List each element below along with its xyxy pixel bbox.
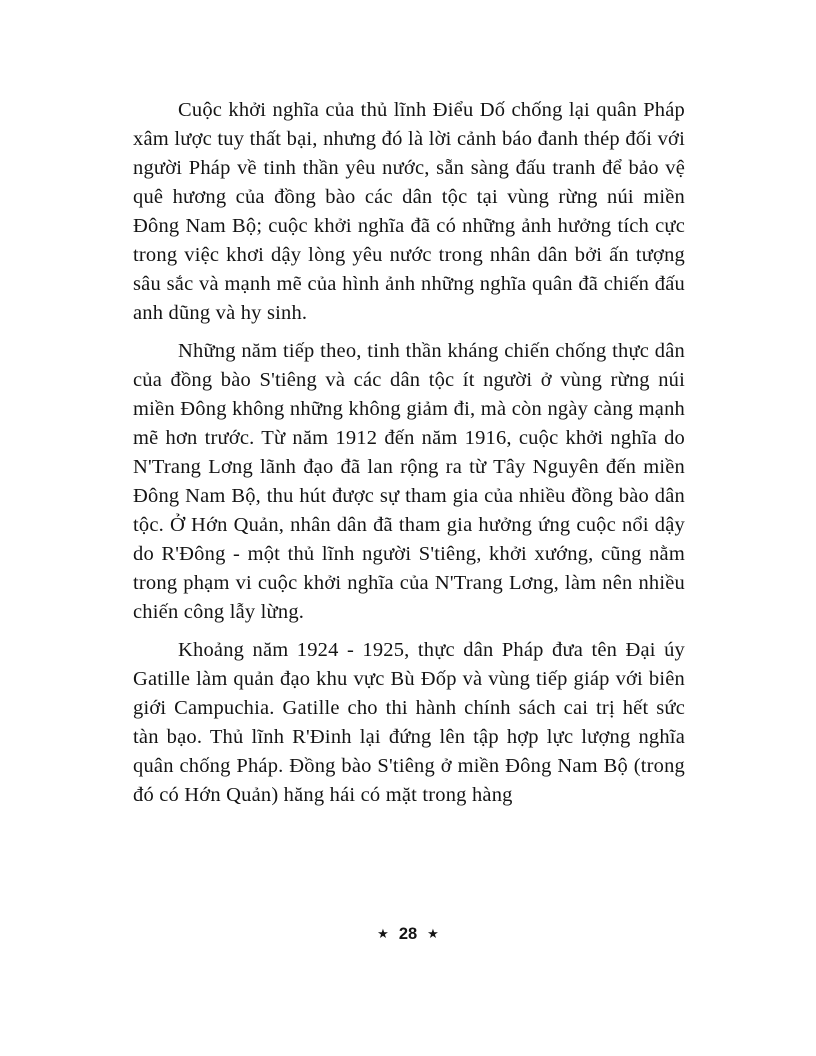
paragraph-1: Cuộc khởi nghĩa của thủ lĩnh Điểu Dố chống lại quân Pháp xâm lược tuy thất bại, nhưng đó là lời cảnh báo đanh thép đối với người Pháp về tinh thần yêu nước, sẵn sàng đấu tranh để bảo vệ quê hương của đồng bào các dân tộc tại vùng rừng núi miền Đông Nam Bộ; cuộc khởi nghĩa đã có những ảnh hưởng tích cực trong việc khơi dậy lòng yêu nước trong nhân dân bởi ấn tượng sâu sắc và mạnh mẽ của hình ảnh những nghĩa quân đã chiến đấu anh dũng và hy sinh.: [133, 99, 685, 324]
paragraph-3: Khoảng năm 1924 - 1925, thực dân Pháp đưa tên Đại úy Gatille làm quản đạo khu vực Bù Đốp và vùng tiếp giáp với biên giới Campuchia. Gatille cho thi hành chính sách cai trị hết sức tàn bạo. Thủ lĩnh R'Đinh lại đứng lên tập hợp lực lượng nghĩa quân chống Pháp. Đồng bào S'tiêng ở miền Đông Nam Bộ (trong đó có Hớn Quản) hăng hái có mặt trong hàng: [133, 639, 685, 806]
star-icon: ★: [377, 926, 389, 941]
page-footer: [0, 925, 816, 944]
star-icon: ★: [427, 926, 439, 941]
page-number: 28: [398, 925, 418, 943]
page-text: [133, 96, 685, 819]
paragraph-2: Những năm tiếp theo, tinh thần kháng chiến chống thực dân của đồng bào S'tiêng và các dân tộc ít người ở vùng rừng núi miền Đông không những không giảm đi, mà còn ngày càng mạnh mẽ hơn trước. Từ năm 1912 đến năm 1916, cuộc khởi nghĩa do N'Trang Lơng lãnh đạo đã lan rộng ra từ Tây Nguyên đến miền Đông Nam Bộ, thu hút được sự tham gia của nhiều đồng bào dân tộc. Ở Hớn Quản, nhân dân đã tham gia hưởng ứng cuộc nổi dậy do R'Đông - một thủ lĩnh người S'tiêng, khởi xướng, cũng nằm trong phạm vi cuộc khởi nghĩa của N'Trang Lơng, làm nên nhiều chiến công lẫy lừng.: [133, 340, 685, 623]
